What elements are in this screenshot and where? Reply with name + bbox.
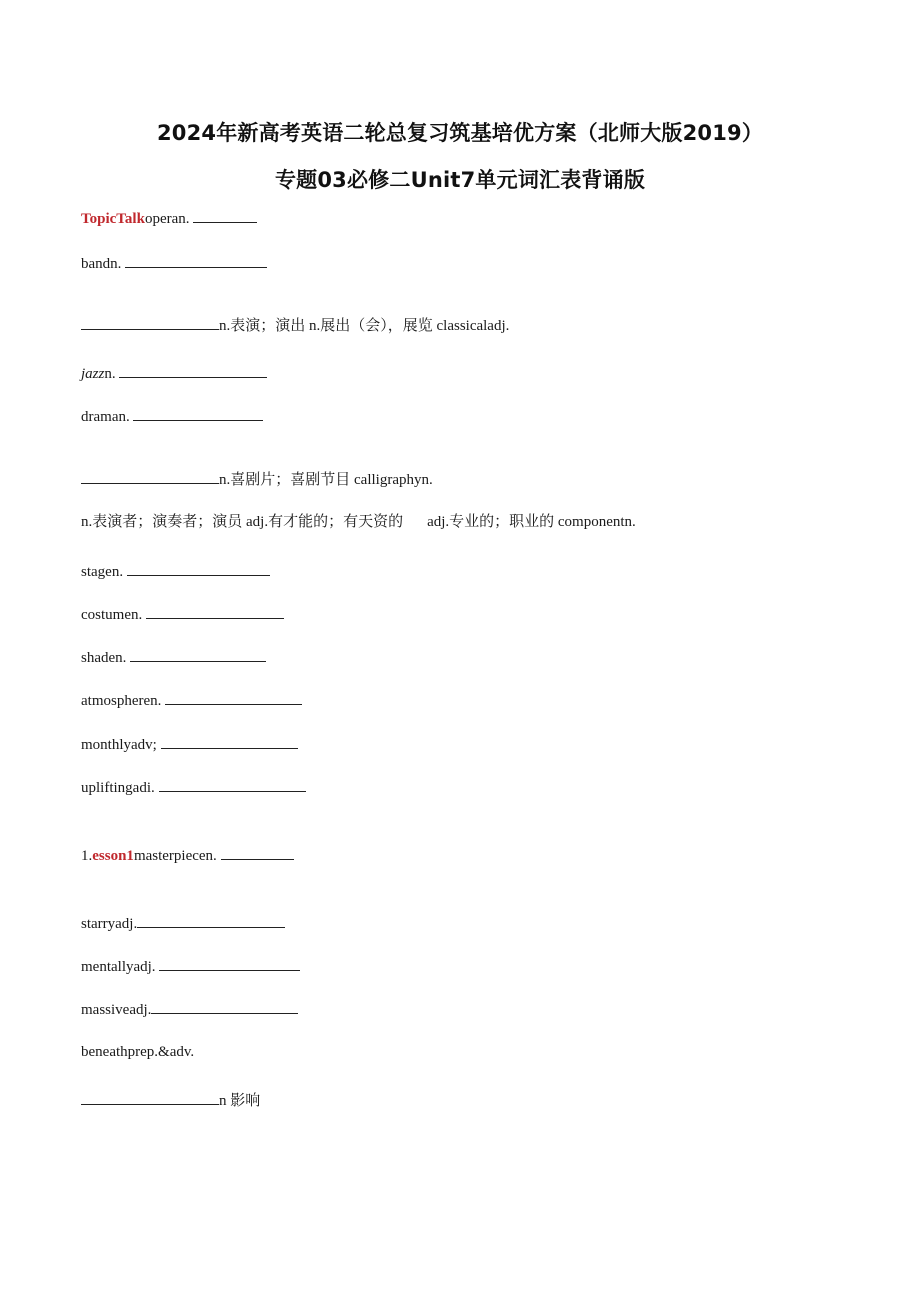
word-starry: starryadj. [81, 916, 138, 932]
entry-mentally [81, 957, 300, 976]
answer-blank-jazz[interactable] [119, 364, 267, 378]
word-stage: stagen. [81, 564, 124, 580]
word-uplifting: upliftingadi. [81, 780, 155, 796]
entry-costume [81, 605, 284, 624]
entry-masterpiece [81, 846, 294, 865]
entry-monthly [81, 735, 298, 754]
word-mentally: mentallyadj. [81, 959, 156, 975]
word-costume: costumen. [81, 607, 143, 623]
section-lesson1-prefix: 1. [81, 848, 93, 864]
answer-blank-band[interactable] [125, 254, 267, 268]
answer-blank-shade[interactable] [130, 648, 266, 662]
answer-blank-massive[interactable] [151, 1000, 298, 1014]
word-massive: massiveadj. [81, 1002, 152, 1018]
word-drama: draman. [81, 409, 130, 425]
answer-blank-costume[interactable] [146, 605, 284, 619]
answer-blank-atmosphere[interactable] [165, 691, 302, 705]
word-monthly: monthlyadv; [81, 737, 157, 753]
entry-opera [81, 209, 257, 228]
word-band: bandn. [81, 256, 122, 272]
answer-blank-influence[interactable] [81, 1091, 219, 1105]
entry-uplifting [81, 778, 306, 797]
answer-blank-monthly[interactable] [161, 735, 298, 749]
entry-starry [81, 914, 285, 933]
answer-blank-opera[interactable] [193, 209, 257, 223]
word-performer: n.表演者；演奏者；演员 adj.有才能的；有天资的 [81, 514, 404, 530]
entry-atmosphere [81, 691, 302, 710]
entry-drama [81, 407, 263, 426]
entry-performance [81, 316, 509, 335]
section-lesson1: esson1 [92, 848, 134, 864]
word-comedy: n.喜剧片；喜剧节目 calligraphyn. [219, 472, 433, 488]
answer-blank-uplifting[interactable] [159, 778, 306, 792]
word-jazz: jazz [81, 366, 105, 382]
section-topic-talk: TopicTalk [81, 211, 145, 227]
answer-blank-performance[interactable] [81, 316, 219, 330]
entry-beneath [81, 1043, 194, 1061]
answer-blank-stage[interactable] [127, 562, 270, 576]
entry-stage [81, 562, 270, 581]
entry-massive [81, 1000, 298, 1019]
answer-blank-starry[interactable] [137, 914, 285, 928]
entry-shade [81, 648, 266, 667]
entry-band [81, 254, 267, 273]
answer-blank-mentally[interactable] [159, 957, 300, 971]
entry-comedy [81, 470, 433, 489]
answer-blank-masterpiece[interactable] [221, 846, 294, 860]
word-beneath: beneathprep.&adv. [81, 1044, 195, 1060]
entry-performer [81, 513, 636, 531]
document-title: 2024年新高考英语二轮总复习筑基培优方案（北师大版2019） [156, 121, 764, 145]
answer-blank-drama[interactable] [133, 407, 263, 421]
word-opera: operan. [144, 211, 190, 227]
entry-influence [81, 1091, 260, 1110]
word-professional: adj.专业的；职业的 componentn. [427, 514, 636, 530]
word-masterpiece: masterpiecen. [133, 848, 217, 864]
entry-jazz [81, 364, 267, 383]
answer-blank-comedy[interactable] [81, 470, 219, 484]
word-jazz-pos: n. [104, 366, 116, 382]
word-performance: n.表演；演出 n.展出（会），展览 classicaladj. [219, 318, 510, 334]
word-shade: shaden. [81, 650, 127, 666]
word-influence: n 影响 [219, 1093, 261, 1109]
document-subtitle: 专题03必修二Unit7单元词汇表背诵版 [274, 168, 646, 192]
word-atmosphere: atmospheren. [81, 693, 162, 709]
